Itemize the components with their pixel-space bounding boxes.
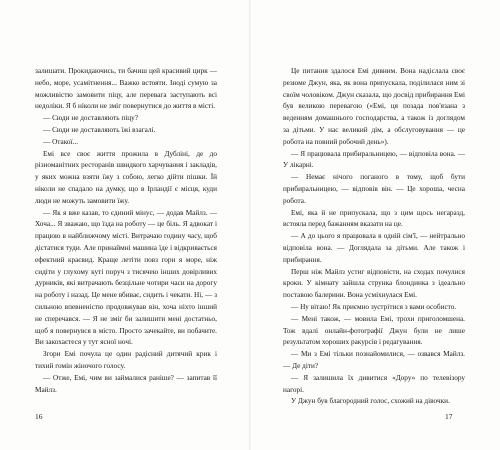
- paragraph: — Отакої...: [43, 137, 79, 146]
- paragraph: — Ми з Емі тільки познайомилися, — озвався Майлз. — Де діти?: [283, 350, 465, 370]
- paragraph: — Ну вітаю! Як приємно зустрітися з вами особисто.: [291, 302, 457, 311]
- paragraph: Емі все своє життя прожила в Дубліні, де до різноманітних ресторанів швидкого харчування і закладів, у яких можна взяти їжу з собою, легко дійти пішки. Їй ніколи не спадало на думку, що в Ірландії є місця, куди люди не можуть замовити їжу.: [35, 149, 217, 205]
- paragraph: — Як я вже казав, то єдиний мінус, — додав Майлз. — Хоча... Я зважаю, що їзда на роботу — це біль. Я адвокат і працюю в найближчому місті. Витрачаю годину часу, щоб дістатися туди. Але принаймні машина їде і відкривається ефектний краєвид. Краще летіти повз гори я море, ніж сидіти у глухому куті поруч з тисячею інших довірливих дурників, які витрачають безцільне чотири часи на дорогу на роботу і назад. Це мене вбиває, сидить і чекати. Ні, — з сильною впевненістю продовжував він, хоча ніхто інший не сперечався. — Я не зміг би залишити мені достатньо, щоб я повернувся в місто. Просто зачекайте, ви побачите. Ви закохаєтеся у тут ясної ночі.: [35, 208, 217, 347]
- paragraph: — Мені також, — мовила Емі, трохи приголомшена. Тож вдалі онлайн-фотографії Джун були не лише результатом хороших ракурсів і редагування.: [283, 314, 465, 347]
- paragraph: Згори Емі почула це один радісний дитячий крик і тихий гомін жіночого голосу.: [35, 350, 217, 370]
- paragraph: — Сюди не доставляють їжі взагалі.: [43, 125, 156, 134]
- paragraph: — Я працювала прибиральницею, — відповіла вона. — У лікарні.: [283, 149, 465, 170]
- left-page: [35, 66, 217, 396]
- paragraph: — Отже, Емі, чим ви займалися раніше? — запитав її Майлз.: [35, 373, 217, 394]
- paragraph: — Немає нічого поганого в тому, щоб бути прибиральницею, — відповів він. — Це хороша, чесна робота.: [283, 173, 465, 205]
- paragraph: — Сюди не доставляють піцу?: [43, 114, 138, 123]
- paragraph: Емі, яка й не припускала, що з цим щось негаразд, встояла перед бажанням вказати на це.: [283, 208, 465, 229]
- right-page: [283, 66, 465, 408]
- paragraph: У Джун був благородний голос, схожий на дівочки.: [291, 397, 450, 406]
- paragraph: залишати. Прокидаючись, ти бачиш цей красивий цирк — небо, море, усамітнення... Важко встояти. Іноді сумую за можливістю замовити піцу, але перевага заступають всі недоліки. Я б ніколи не зміг повернутися до життя в місті.: [35, 67, 217, 111]
- page-number-right: 17: [445, 412, 453, 421]
- paragraph: — Я залишила їх дивитися «Дору» по телевізору нагорі.: [283, 373, 465, 394]
- paragraph: Це питання здалося Емі дивним. Вона надіслала своє резюме Джун, яка, як вона припускала, поділилася ним зі своїм чоловіком. Джун сказала, що досвід прибирання Емі був великою перевагою («Емі, ця позада пов'язана з веденням домашнього господарства, а також із доглядом за дітьми. У нас великий дім, а обслуговування — це робота на повний робочий день»).: [283, 67, 465, 146]
- page-number-left: 16: [35, 412, 43, 421]
- book-gutter: [249, 0, 251, 450]
- paragraph: — А до цього я працювала в одній сім'ї, — нейтрально відповіла вона. — Доглядала за дітьми. Але також і прибирання.: [283, 232, 465, 264]
- paragraph: Перш ніж Майлз устиг відповісти, на сходах почулися кроки. У кімнату зайшла струнка блондинка з ідеально поставою балерини. Вона усміхнулася Емі.: [283, 267, 465, 300]
